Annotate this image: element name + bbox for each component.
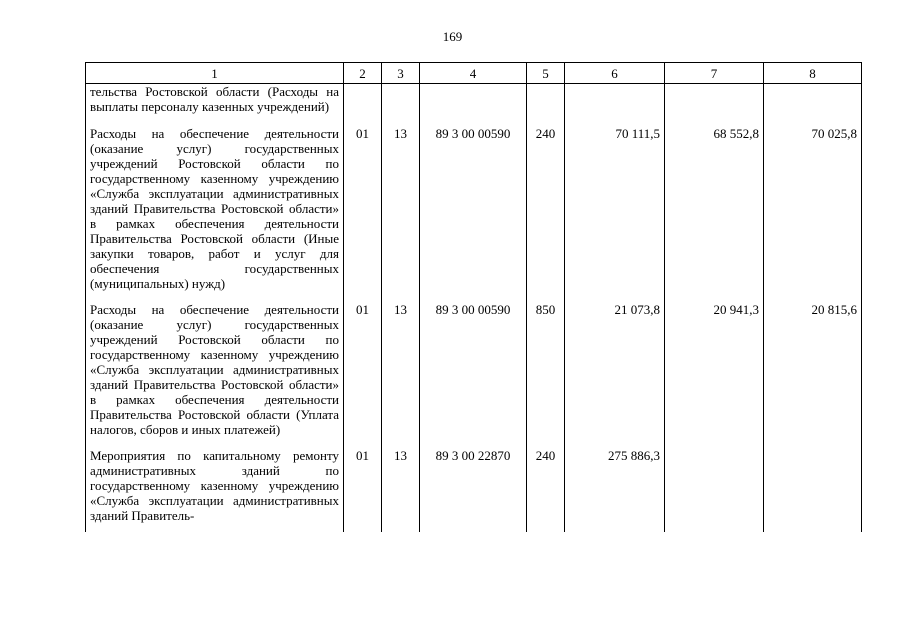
cell-amount-3: 20 815,6: [764, 300, 862, 446]
cell-target-code: 89 3 00 00590: [420, 124, 527, 300]
cell-expense-type: [527, 84, 565, 125]
cell-amount-1: 21 073,8: [565, 300, 665, 446]
column-header: 3: [382, 63, 420, 84]
row-description: Мероприятия по капитальному ремонту административных зданий по государственному казенному учреждению «Служба эксплуатации административных зданий Правитель-: [86, 446, 344, 532]
cell-amount-1: 275 886,3: [565, 446, 665, 532]
cell-section: 01: [344, 124, 382, 300]
table-row: [86, 300, 862, 446]
column-header: 4: [420, 63, 527, 84]
cell-section: 01: [344, 300, 382, 446]
cell-amount-1: 70 111,5: [565, 124, 665, 300]
cell-amount-2: [665, 446, 764, 532]
column-header: 8: [764, 63, 862, 84]
cell-subsection: 13: [382, 300, 420, 446]
cell-amount-2: [665, 84, 764, 125]
cell-amount-2: 20 941,3: [665, 300, 764, 446]
cell-amount-3: [764, 84, 862, 125]
table-row: [86, 124, 862, 300]
column-header: 1: [86, 63, 344, 84]
row-description: тельства Ростовской области (Расходы на выплаты персоналу казенных учреждений): [86, 84, 344, 125]
column-header: 7: [665, 63, 764, 84]
cell-target-code: 89 3 00 22870: [420, 446, 527, 532]
cell-expense-type: 850: [527, 300, 565, 446]
table-row: [86, 84, 862, 125]
cell-subsection: 13: [382, 124, 420, 300]
header-row: [86, 63, 862, 84]
cell-expense-type: 240: [527, 446, 565, 532]
cell-section: [344, 84, 382, 125]
row-description: Расходы на обеспечение деятельности (оказание услуг) государственных учреждений Ростовской области по государственному казенному учреждению «Служба эксплуатации административных зданий Правительства Ростовской области» в рамках обеспечения деятельности Правительства Ростовской области (Уплата налогов, сборов и иных платежей): [86, 300, 344, 446]
column-header: 2: [344, 63, 382, 84]
page-number: 169: [442, 29, 463, 44]
table-row: [86, 446, 862, 532]
column-header: 5: [527, 63, 565, 84]
cell-subsection: 13: [382, 446, 420, 532]
cell-subsection: [382, 84, 420, 125]
cell-amount-2: 68 552,8: [665, 124, 764, 300]
cell-section: 01: [344, 446, 382, 532]
cell-target-code: [420, 84, 527, 125]
column-header: 6: [565, 63, 665, 84]
cell-amount-3: 70 025,8: [764, 124, 862, 300]
cell-expense-type: 240: [527, 124, 565, 300]
cell-amount-1: [565, 84, 665, 125]
row-description: Расходы на обеспечение деятельности (оказание услуг) государственных учреждений Ростовской области по государственному казенному учреждению «Служба эксплуатации административных зданий Правительства Ростовской области» в рамках обеспечения деятельности Правительства Ростовской области (Иные закупки товаров, работ и услуг для обеспечения государственных (муниципальных) нужд): [86, 124, 344, 300]
cell-target-code: 89 3 00 00590: [420, 300, 527, 446]
cell-amount-3: [764, 446, 862, 532]
budget-table: [85, 62, 862, 532]
